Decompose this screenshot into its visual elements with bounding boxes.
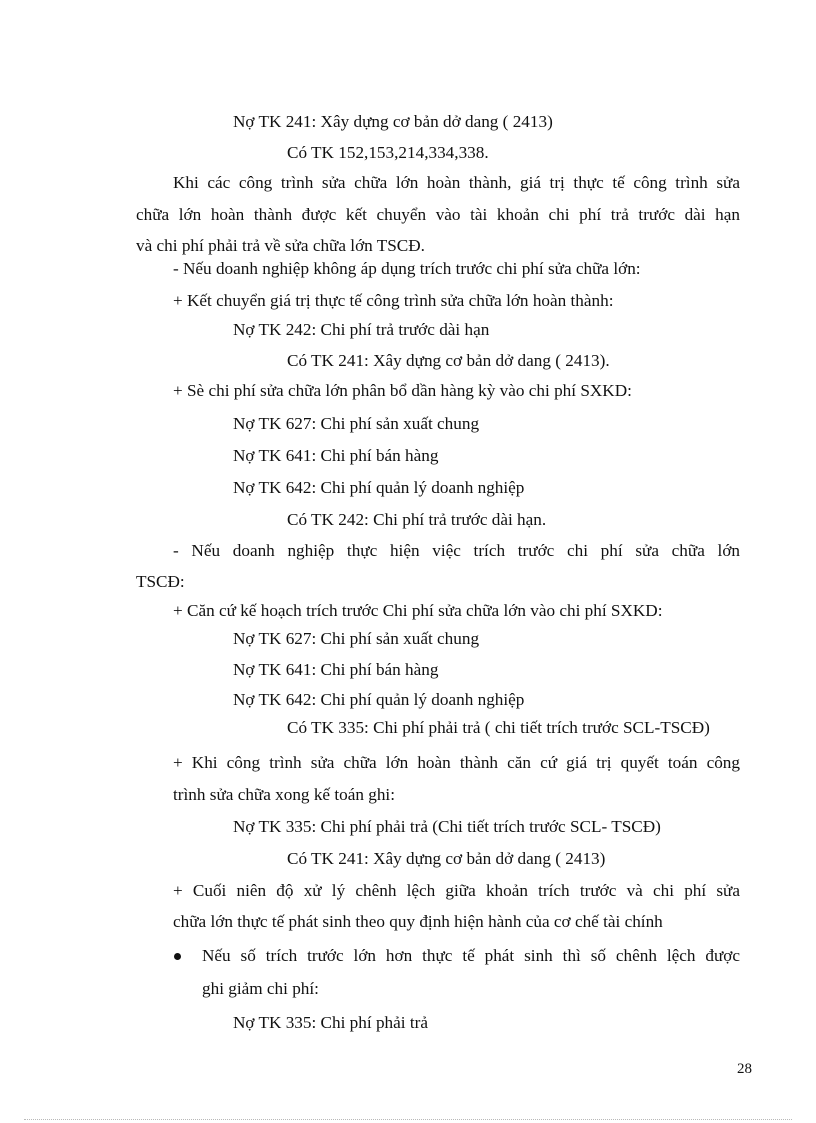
- text-line: Có TK 241: Xây dựng cơ bản dở dang ( 2413).: [287, 351, 610, 370]
- text-line: Có TK 335: Chi phí phải trả ( chi tiết trích trước SCL-TSCĐ): [287, 718, 710, 737]
- text-line: + Kết chuyển giá trị thực tế công trình sửa chữa lớn hoàn thành:: [173, 291, 614, 310]
- text-line: + Căn cứ kế hoạch trích trước Chi phí sửa chữa lớn vào chi phí SXKD:: [173, 601, 663, 620]
- text-line: trình sửa chữa xong kế toán ghi:: [173, 785, 395, 804]
- text-line: + Sè chi phí sửa chữa lớn phân bổ dần hàng kỳ vào chi phí SXKD:: [173, 381, 632, 400]
- bullet-dot-icon: [174, 953, 181, 960]
- text-line: - Nếu doanh nghiệp thực hiện việc trích trước chi phí sửa chữa lớn: [173, 541, 740, 560]
- text-line: chữa lớn hoàn thành được kết chuyển vào tài khoản chi phí trả trước dài hạn: [136, 205, 740, 224]
- text-line: + Cuối niên độ xử lý chênh lệch giữa khoản trích trước và chi phí sửa: [173, 881, 740, 900]
- text-line: TSCĐ:: [136, 572, 185, 591]
- footer-divider: [24, 1119, 792, 1120]
- text-line: Nợ TK 627: Chi phí sản xuất chung: [233, 414, 480, 433]
- text-line: + Khi công trình sửa chữa lớn hoàn thành căn cứ giá trị quyết toán công: [173, 753, 740, 772]
- text-line: Nợ TK 627: Chi phí sản xuất chung: [233, 629, 480, 648]
- page-number: 28: [737, 1061, 752, 1077]
- text-line: Có TK 242: Chi phí trả trước dài hạn.: [287, 510, 547, 529]
- text-line: Nợ TK 241: Xây dựng cơ bản dở dang ( 2413): [233, 112, 553, 131]
- text-line: Nếu số trích trước lớn hơn thực tế phát sinh thì số chênh lệch được: [202, 946, 740, 965]
- text-line: Khi các công trình sửa chữa lớn hoàn thành, giá trị thực tế công trình sửa: [173, 173, 740, 192]
- text-line: - Nếu doanh nghiệp không áp dụng trích trước chi phí sửa chữa lớn:: [173, 259, 641, 278]
- text-line: Nợ TK 641: Chi phí bán hàng: [233, 660, 439, 679]
- text-line: Nợ TK 242: Chi phí trả trước dài hạn: [233, 320, 490, 339]
- text-line: Nợ TK 335: Chi phí phải trả (Chi tiết trích trước SCL- TSCĐ): [233, 817, 661, 836]
- text-line: Nợ TK 335: Chi phí phải trả: [233, 1013, 428, 1032]
- text-line: chữa lớn thực tế phát sinh theo quy định hiện hành của cơ chế tài chính: [173, 912, 663, 931]
- text-line: và chi phí phải trả về sửa chữa lớn TSCĐ.: [136, 236, 425, 255]
- text-line: ghi giảm chi phí:: [202, 979, 319, 998]
- text-line: Có TK 241: Xây dựng cơ bản dở dang ( 2413): [287, 849, 606, 868]
- text-line: Nợ TK 642: Chi phí quản lý doanh nghiệp: [233, 690, 525, 709]
- text-line: Nợ TK 641: Chi phí bán hàng: [233, 446, 439, 465]
- text-line: Có TK 152,153,214,334,338.: [287, 143, 489, 162]
- text-line: Nợ TK 642: Chi phí quản lý doanh nghiệp: [233, 478, 525, 497]
